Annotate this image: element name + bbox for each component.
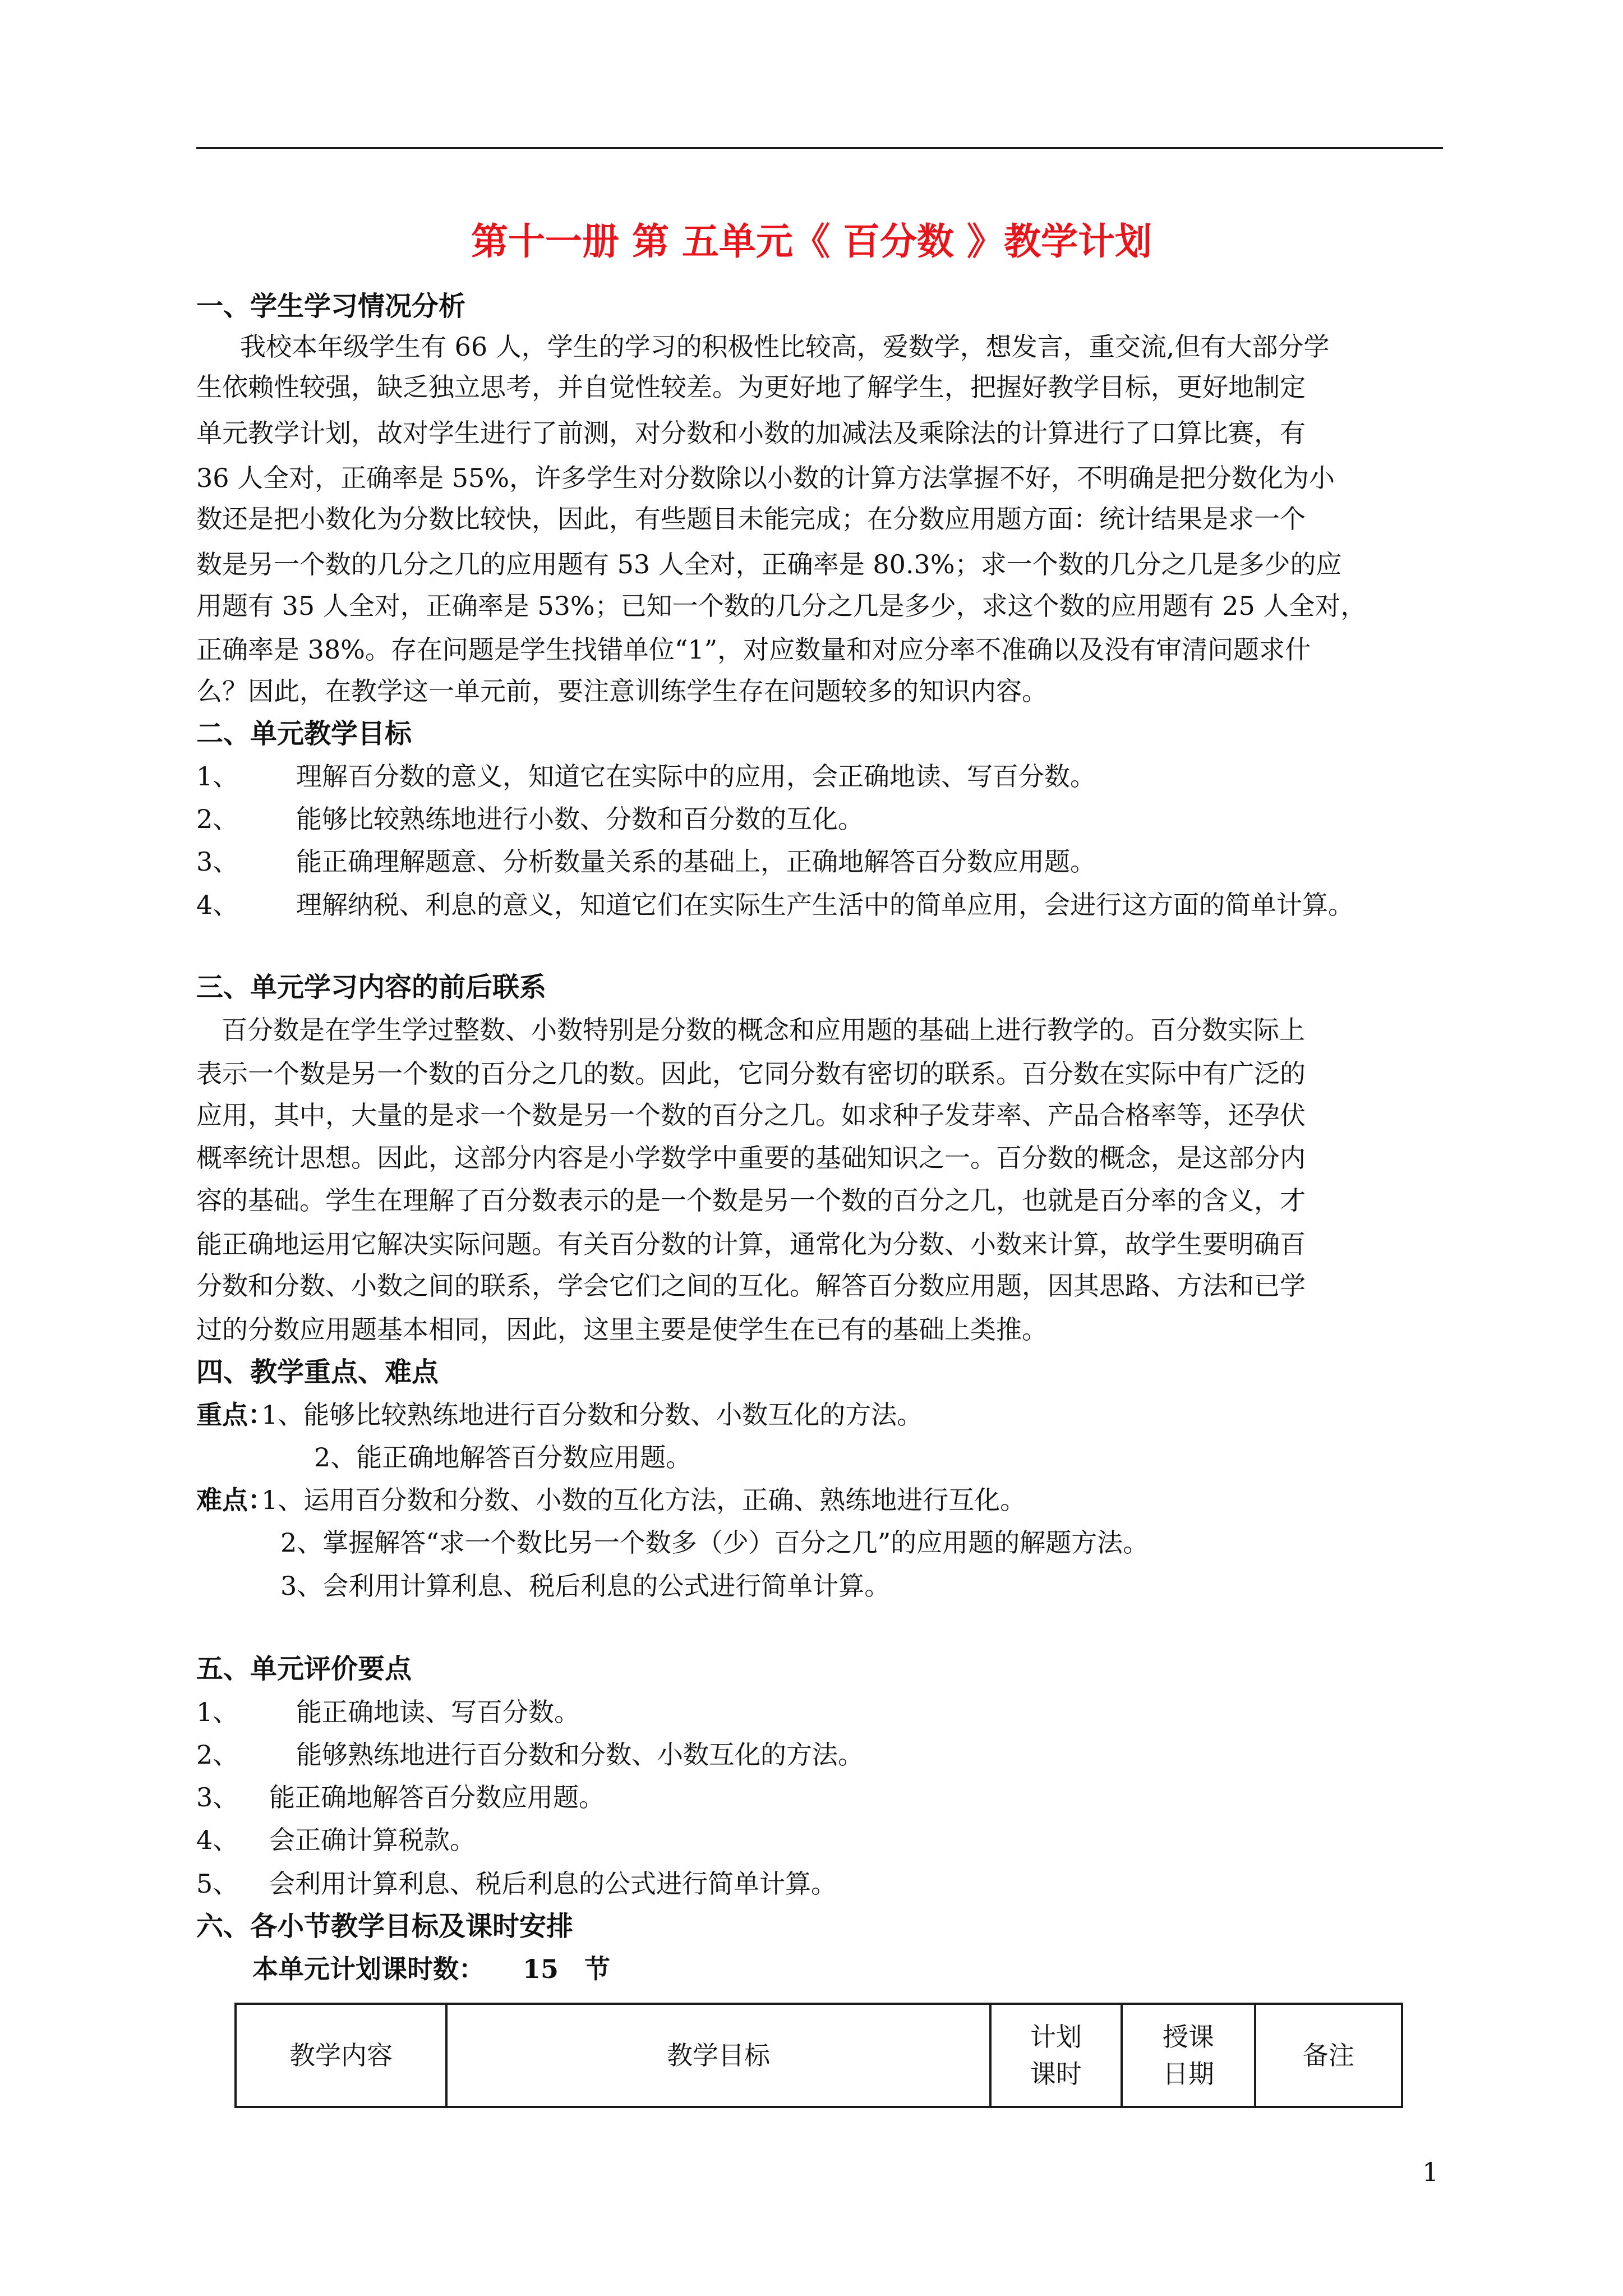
header-planned-hours xyxy=(992,2005,1121,2106)
header-notes xyxy=(1256,2005,1401,2106)
evaluation-number: 4、 xyxy=(196,1825,239,1855)
evaluation-text: 能够熟练地进行百分数和分数、小数互化的方法。 xyxy=(296,1740,864,1770)
document-title: 第十一册 第 五单元《 百分数 》教学计划 xyxy=(471,219,1152,263)
section-1-line: 我校本年级学生有 66 人，学生的学习的积极性比较高，爱数学，想发言，重交流,但有大部分学 xyxy=(240,332,1330,362)
evaluation-text: 会正确计算税款。 xyxy=(269,1825,476,1855)
header-class-date xyxy=(1123,2005,1254,2106)
evaluation-text: 能正确地解答百分数应用题。 xyxy=(269,1782,605,1812)
section-1-line: 正确率是 38%。存在问题是学生找错单位“1”，对应数量和对应分率不准确以及没有审清问题求什 xyxy=(196,634,1311,665)
goal-number: 2、 xyxy=(196,804,239,834)
goal-text: 理解纳税、利息的意义，知道它们在实际生产生活中的简单应用，会进行这方面的简单计算。 xyxy=(296,890,1354,920)
section-1-line: 用题有 35 人全对，正确率是 53%；已知一个数的几分之几是多少，求这个数的应用题有 25 人全对， xyxy=(196,591,1367,621)
header-teaching-objective xyxy=(448,2005,989,2106)
header-planned-hours-line-1: 计划 xyxy=(1030,2022,1082,2052)
difficult-points-label: 难点： xyxy=(196,1485,274,1515)
section-1-line: 么？因此，在教学这一单元前，要注意训练学生存在问题较多的知识内容。 xyxy=(196,676,1048,706)
schedule-table xyxy=(234,2003,1403,2108)
total-hours-unit: 节 xyxy=(584,1954,610,1984)
goal-text: 能正确理解题意、分析数量关系的基础上，正确地解答百分数应用题。 xyxy=(296,846,1096,877)
section-3-heading: 三、单元学习内容的前后联系 xyxy=(196,972,547,1003)
section-3-line: 过的分数应用题基本相同，因此，这里主要是使学生在已有的基础上类推。 xyxy=(196,1314,1048,1345)
header-rule xyxy=(196,147,1443,149)
goal-number: 4、 xyxy=(196,890,239,920)
header-teaching-content xyxy=(237,2005,445,2106)
evaluation-text: 能正确地读、写百分数。 xyxy=(296,1697,580,1727)
evaluation-number: 5、 xyxy=(196,1869,239,1899)
difficult-point: 1、运用百分数和分数、小数的互化方法，正确、熟练地进行互化。 xyxy=(261,1485,1026,1515)
header-teaching-content-text: 教学内容 xyxy=(289,2040,393,2070)
section-1-line: 数是另一个数的几分之几的应用题有 53 人全对，正确率是 80.3%；求一个数的几分之几是多少的应 xyxy=(196,549,1342,579)
section-3-line: 能正确地运用它解决实际问题。有关百分数的计算，通常化为分数、小数来计算，故学生要明确百 xyxy=(196,1229,1306,1259)
header-class-date-line-2: 日期 xyxy=(1163,2059,1214,2089)
evaluation-number: 2、 xyxy=(196,1740,239,1770)
header-class-date-line-1: 授课 xyxy=(1163,2022,1214,2052)
goal-number: 1、 xyxy=(196,761,239,792)
section-3-line: 表示一个数是另一个数的百分之几的数。因此，它同分数有密切的联系。百分数在实际中有广泛的 xyxy=(196,1059,1306,1089)
section-6-heading: 六、各小节教学目标及课时安排 xyxy=(196,1911,574,1942)
section-3-line: 百分数是在学生学过整数、小数特别是分数的概念和应用题的基础上进行教学的。百分数实际上 xyxy=(222,1015,1305,1045)
total-hours-label: 本单元计划课时数： xyxy=(252,1954,485,1984)
goal-text: 能够比较熟练地进行小数、分数和百分数的互化。 xyxy=(296,804,864,834)
key-points-label: 重点： xyxy=(196,1400,274,1430)
section-1-line: 36 人全对，正确率是 55%，许多学生对分数除以小数的计算方法掌握不好，不明确是把分数化为小 xyxy=(196,463,1335,493)
evaluation-number: 1、 xyxy=(196,1697,239,1727)
goal-number: 3、 xyxy=(196,846,239,877)
section-5-heading: 五、单元评价要点 xyxy=(196,1653,412,1685)
total-hours-value: 15 xyxy=(523,1954,559,1984)
section-3-line: 分数和分数、小数之间的联系，学会它们之间的互化。解答百分数应用题，因其思路、方法和已学 xyxy=(196,1271,1306,1301)
section-2-heading: 二、单元教学目标 xyxy=(196,718,412,749)
key-point: 1、能够比较熟练地进行百分数和分数、小数互化的方法。 xyxy=(261,1400,923,1430)
section-1-line: 生依赖性较强，缺乏独立思考，并自觉性较差。为更好地了解学生，把握好教学目标，更好地制定 xyxy=(196,372,1306,402)
section-1-line: 单元教学计划，故对学生进行了前测，对分数和小数的加减法及乘除法的计算进行了口算比赛，有 xyxy=(196,418,1306,448)
evaluation-text: 会利用计算利息、税后利息的公式进行简单计算。 xyxy=(269,1869,837,1899)
section-3-line: 应用，其中，大量的是求一个数是另一个数的百分之几。如求种子发芽率、产品合格率等，还孕伏 xyxy=(196,1100,1306,1130)
evaluation-number: 3、 xyxy=(196,1782,239,1812)
difficult-point: 2、掌握解答“求一个数比另一个数多（少）百分之几”的应用题的解题方法。 xyxy=(280,1527,1149,1558)
section-3-line: 概率统计思想。因此，这部分内容是小学数学中重要的基础知识之一。百分数的概念，是这部分内 xyxy=(196,1143,1306,1173)
page-number: 1 xyxy=(1422,2157,1439,2187)
section-1-line: 数还是把小数化为分数比较快，因此，有些题目未能完成；在分数应用题方面：统计结果是求一个 xyxy=(196,504,1306,534)
header-planned-hours-line-2: 课时 xyxy=(1030,2059,1082,2089)
section-1-heading: 一、学生学习情况分析 xyxy=(196,291,466,322)
goal-text: 理解百分数的意义，知道它在实际中的应用，会正确地读、写百分数。 xyxy=(296,761,1096,792)
header-teaching-objective-text: 教学目标 xyxy=(667,2040,770,2070)
key-point: 2、能正确地解答百分数应用题。 xyxy=(314,1442,692,1473)
header-notes-text: 备注 xyxy=(1303,2040,1354,2070)
section-3-line: 容的基础。学生在理解了百分数表示的是一个数是另一个数的百分之几，也就是百分率的含义，才 xyxy=(196,1185,1306,1216)
difficult-point: 3、会利用计算利息、税后利息的公式进行简单计算。 xyxy=(280,1571,891,1601)
section-4-heading: 四、教学重点、难点 xyxy=(196,1356,439,1388)
